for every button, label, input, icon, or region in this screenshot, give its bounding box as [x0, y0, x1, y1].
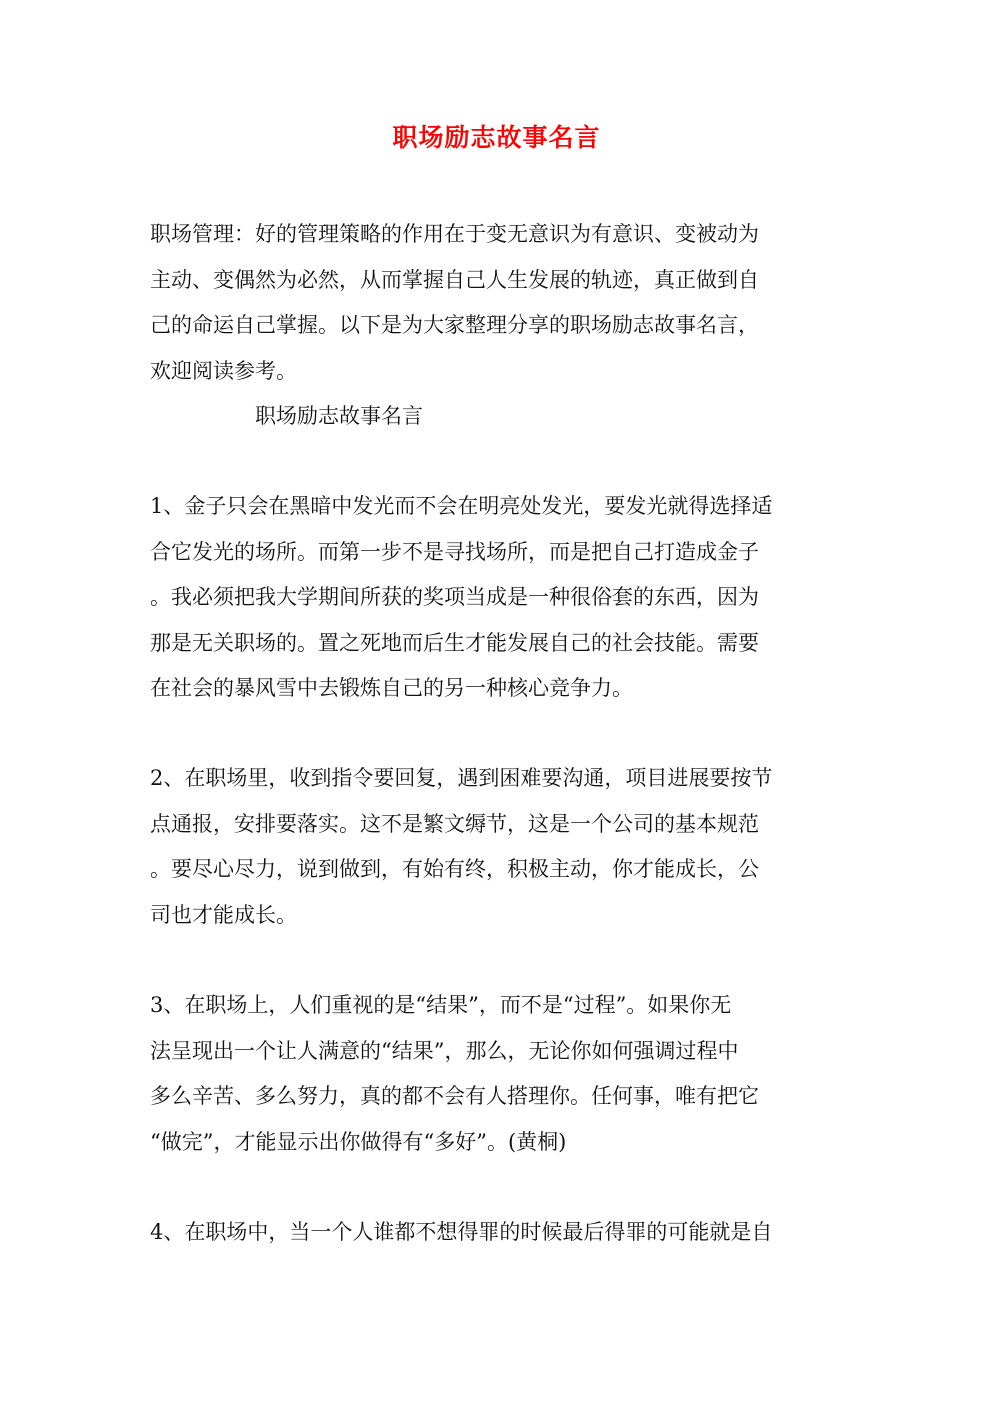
quote-line: 多么辛苦、多么努力，真的都不会有人搭理你。任何事，唯有把它 — [150, 1084, 759, 1108]
intro-line: 己的命运自己掌握。以下是为大家整理分享的职场励志故事名言， — [150, 313, 759, 337]
document-title: 职场励志故事名言 — [392, 123, 601, 152]
quote-line: 。我必须把我大学期间所获的奖项当成是一种很俗套的东西，因为 — [150, 585, 759, 609]
quote-line: 法呈现出一个让人满意的“结果”，那么，无论你如何强调过程中 — [150, 1038, 739, 1063]
quote-line: 。要尽心尽力，说到做到，有始有终，积极主动，你才能成长，公 — [150, 857, 759, 881]
quote-line: 司也才能成长。 — [150, 902, 297, 927]
intro-paragraph — [150, 212, 850, 394]
quote-line: 在社会的暴风雪中去锻炼自己的另一种核心竞争力。 — [150, 676, 633, 700]
intro-line: 职场管理：好的管理策略的作用在于变无意识为有意识、变被动为 — [150, 222, 759, 246]
quote-line: 1、金子只会在黑暗中发光而不会在明亮处发光，要发光就得选择适 — [150, 494, 773, 518]
intro-line: 欢迎阅读参考。 — [150, 358, 297, 383]
quote-line: 2、在职场里，收到指令要回复，遇到困难要沟通，项目进展要按节 — [150, 766, 773, 790]
intro-line: 主动、变偶然为必然，从而掌握自己人生发展的轨迹，真正做到自 — [150, 267, 759, 292]
quote-line: “做完”，才能显示出你做得有“多好”。(黄桐) — [150, 1129, 567, 1154]
quote-line: 3、在职场上，人们重视的是“结果”，而不是“过程”。如果你无 — [150, 993, 732, 1017]
quote-line: 合它发光的场所。而第一步不是寻找场所，而是把自己打造成金子 — [150, 539, 759, 564]
quote-paragraph-1 — [150, 484, 850, 712]
quote-line: 4、在职场中，当一个人谁都不想得罪的时候最后得罪的可能就是自 — [150, 1220, 773, 1244]
quote-line: 那是无关职场的。置之死地而后生才能发展自己的社会技能。需要 — [150, 630, 759, 655]
quote-paragraph-2 — [150, 756, 850, 938]
section-subheading: 职场励志故事名言 — [255, 404, 423, 428]
quote-paragraph-4 — [150, 1210, 850, 1256]
quote-line: 点通报，安排要落实。这不是繁文缛节，这是一个公司的基本规范 — [150, 811, 759, 836]
quote-paragraph-3 — [150, 983, 850, 1165]
